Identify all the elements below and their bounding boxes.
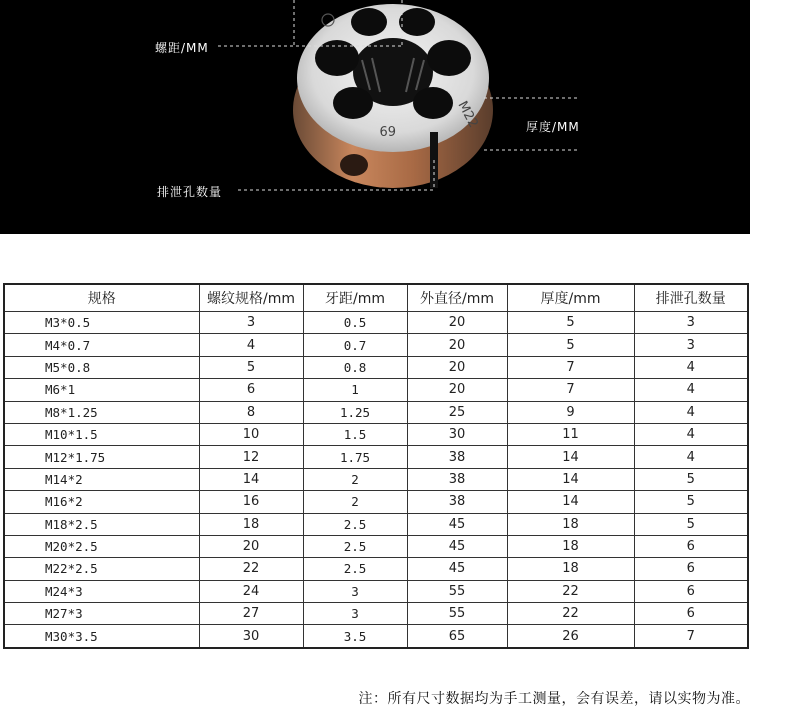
table-cell: 7 [634, 625, 748, 648]
table-cell: M3*0.5 [4, 312, 199, 334]
table-cell: 4 [634, 379, 748, 401]
table-cell: M4*0.7 [4, 334, 199, 356]
chip-hole [399, 8, 435, 36]
column-header: 牙距/mm [303, 284, 407, 312]
header-row [4, 284, 748, 312]
table-cell: 3 [303, 580, 407, 602]
table-cell: 6 [634, 558, 748, 580]
table-row [4, 603, 748, 625]
table-cell: 7 [507, 379, 634, 401]
table-cell: 5 [634, 491, 748, 513]
spec-table-header [4, 284, 748, 312]
table-cell: 25 [407, 401, 507, 423]
table-cell: 3 [199, 312, 303, 334]
table-cell: 45 [407, 513, 507, 535]
table-cell: 6 [634, 603, 748, 625]
table-row [4, 625, 748, 648]
table-cell: 22 [507, 580, 634, 602]
table-cell: 0.5 [303, 312, 407, 334]
table-cell: 4 [634, 401, 748, 423]
table-row [4, 580, 748, 602]
table-row [4, 379, 748, 401]
table-cell: 0.7 [303, 334, 407, 356]
table-cell: M30*3.5 [4, 625, 199, 648]
table-cell: 16 [199, 491, 303, 513]
table-cell: 2 [303, 468, 407, 490]
table-cell: 18 [507, 535, 634, 557]
table-row [4, 423, 748, 445]
table-cell: 55 [407, 603, 507, 625]
table-cell: 6 [634, 535, 748, 557]
table-cell: 18 [507, 558, 634, 580]
table-cell: 45 [407, 558, 507, 580]
chip-hole [315, 40, 359, 76]
product-photo [0, 0, 750, 234]
table-cell: 3 [634, 312, 748, 334]
table-cell: M16*2 [4, 491, 199, 513]
table-cell: 5 [634, 468, 748, 490]
side-screw-hole [340, 154, 368, 176]
table-row [4, 356, 748, 378]
column-header: 螺纹规格/mm [199, 284, 303, 312]
table-cell: 1.5 [303, 423, 407, 445]
table-cell: 20 [407, 312, 507, 334]
table-cell: 2.5 [303, 535, 407, 557]
table-row [4, 446, 748, 468]
spec-table-body [4, 312, 748, 648]
column-header: 规格 [4, 284, 199, 312]
table-cell: 3.5 [303, 625, 407, 648]
thickness-callout: 厚度/MM [526, 120, 580, 134]
chip-holes-callout: 排泄孔数量 [157, 185, 223, 199]
table-cell: M18*2.5 [4, 513, 199, 535]
table-row [4, 513, 748, 535]
table-cell: M22*2.5 [4, 558, 199, 580]
table-cell: M8*1.25 [4, 401, 199, 423]
chip-hole [427, 40, 471, 76]
table-cell: M24*3 [4, 580, 199, 602]
column-header: 外直径/mm [407, 284, 507, 312]
table-cell: 55 [407, 580, 507, 602]
table-cell: 0.8 [303, 356, 407, 378]
table-cell: 14 [507, 491, 634, 513]
table-cell: 5 [199, 356, 303, 378]
table-cell: 1.75 [303, 446, 407, 468]
table-cell: 38 [407, 468, 507, 490]
table-cell: 30 [199, 625, 303, 648]
table-cell: 18 [507, 513, 634, 535]
table-row [4, 558, 748, 580]
table-row [4, 312, 748, 334]
table-cell: 45 [407, 535, 507, 557]
column-header: 排泄孔数量 [634, 284, 748, 312]
table-row [4, 491, 748, 513]
table-cell: 38 [407, 491, 507, 513]
table-cell: M5*0.8 [4, 356, 199, 378]
table-cell: M10*1.5 [4, 423, 199, 445]
table-cell: 2.5 [303, 513, 407, 535]
table-cell: 1 [303, 379, 407, 401]
table-cell: 24 [199, 580, 303, 602]
table-cell: 30 [407, 423, 507, 445]
table-cell: 10 [199, 423, 303, 445]
table-cell: 8 [199, 401, 303, 423]
table-cell: 22 [507, 603, 634, 625]
table-cell: 26 [507, 625, 634, 648]
table-cell: 65 [407, 625, 507, 648]
table-cell: 20 [199, 535, 303, 557]
table-cell: 6 [634, 580, 748, 602]
table-cell: 3 [303, 603, 407, 625]
table-cell: 20 [407, 379, 507, 401]
table-cell: 38 [407, 446, 507, 468]
table-cell: 3 [634, 334, 748, 356]
table-cell: 22 [199, 558, 303, 580]
table-row [4, 468, 748, 490]
table-cell: 5 [507, 334, 634, 356]
table-cell: M20*2.5 [4, 535, 199, 557]
table-cell: 20 [407, 356, 507, 378]
die-code-marking: 69 [379, 122, 396, 137]
table-cell: 4 [634, 356, 748, 378]
chip-hole [351, 8, 387, 36]
table-row [4, 334, 748, 356]
table-row [4, 535, 748, 557]
table-cell: 9 [507, 401, 634, 423]
die-illustration [0, 0, 750, 234]
table-cell: 27 [199, 603, 303, 625]
measurement-note: 注：所有尺寸数据均为手工测量，会有误差，请以实物为准。 [358, 691, 750, 707]
table-cell: 18 [199, 513, 303, 535]
table-cell: 4 [634, 423, 748, 445]
table-cell: 4 [634, 446, 748, 468]
spec-table [3, 283, 749, 649]
table-cell: M6*1 [4, 379, 199, 401]
table-cell: 11 [507, 423, 634, 445]
chip-hole [413, 87, 453, 119]
table-cell: 12 [199, 446, 303, 468]
table-cell: 14 [507, 468, 634, 490]
table-cell: 5 [634, 513, 748, 535]
table-cell: 14 [507, 446, 634, 468]
table-cell: 20 [407, 334, 507, 356]
table-cell: 1.25 [303, 401, 407, 423]
table-row [4, 401, 748, 423]
chip-hole [333, 87, 373, 119]
die-size-marking: M22 [454, 98, 481, 131]
table-cell: 14 [199, 468, 303, 490]
table-cell: M12*1.75 [4, 446, 199, 468]
table-cell: M14*2 [4, 468, 199, 490]
table-cell: 7 [507, 356, 634, 378]
table-cell: M27*3 [4, 603, 199, 625]
column-header: 厚度/mm [507, 284, 634, 312]
table-cell: 2.5 [303, 558, 407, 580]
pitch-callout: 螺距/MM [155, 41, 209, 55]
table-cell: 2 [303, 491, 407, 513]
table-cell: 4 [199, 334, 303, 356]
table-cell: 6 [199, 379, 303, 401]
table-cell: 5 [507, 312, 634, 334]
